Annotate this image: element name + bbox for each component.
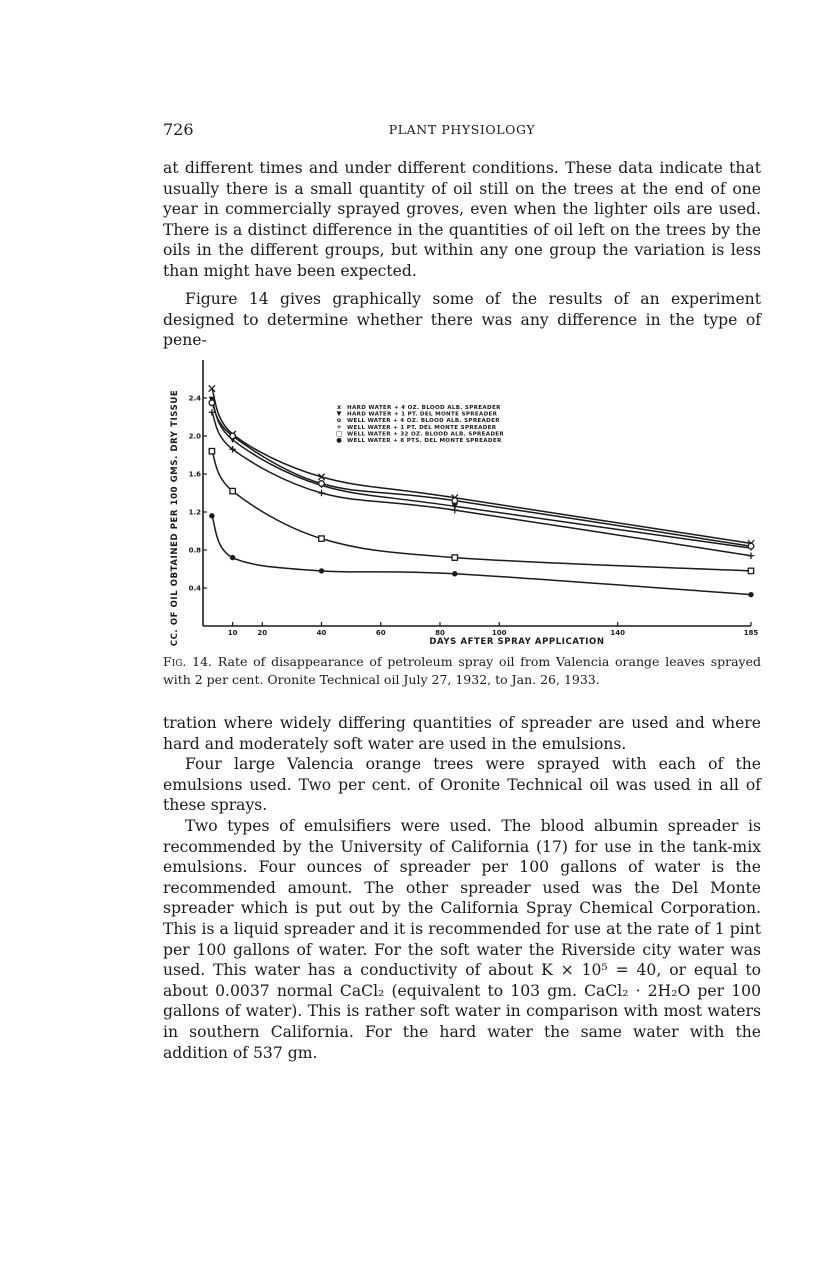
- x-tick-label: 40: [316, 629, 327, 637]
- y-tick-label: 1.2: [188, 508, 201, 517]
- y-tick-label: 2.4: [188, 394, 201, 403]
- paragraph-4: Four large Valencia orange trees were sprayed with each of the emulsions used. Two per cent. of Oronite Technical oil was used in all of these sprays.: [163, 755, 761, 815]
- data-point-open-circle: [452, 498, 458, 504]
- x-tick-label: 10: [227, 629, 238, 637]
- data-point-filled-circle: [209, 513, 214, 518]
- data-point-filled-circle: [230, 555, 235, 560]
- data-point-open-circle: [230, 433, 236, 439]
- page-number: 726: [163, 120, 194, 139]
- y-tick-label: 0.8: [188, 546, 201, 555]
- legend-label: HARD WATER + 4 OZ. BLOOD ALB. SPREADER: [347, 405, 501, 411]
- page-header: [163, 120, 761, 140]
- legend-entry-1: [337, 403, 501, 411]
- legend-symbol: □: [335, 429, 343, 438]
- legend-entry-2: [337, 410, 498, 418]
- paragraph-1: at different times and under different conditions. These data indicate that usually there is a small quantity of oil still on the trees at the end of one year in commercially sprayed groves, even when the lighter oils are used. There is a distinct difference in the quantities of oil left on the trees by the oils in the different groups, but within any one group the variation is less than might have been expected.: [163, 159, 761, 280]
- data-point-open-circle: [748, 543, 754, 549]
- legend-label: WELL WATER + 4 OZ. BLOOD ALB. SPREADER: [347, 418, 500, 425]
- data-point-open-square: [209, 449, 214, 454]
- legend-symbol: ●: [336, 436, 342, 444]
- line-chart: [163, 350, 763, 650]
- x-tick-label: 80: [435, 629, 445, 637]
- data-point-plus: [452, 507, 458, 513]
- series-line: [212, 451, 751, 571]
- data-point-open-square: [748, 568, 753, 573]
- data-point-plus: [318, 490, 324, 496]
- legend-entry-6: [336, 436, 502, 444]
- data-point-open-square: [319, 536, 324, 541]
- x-tick-label: 100: [491, 629, 507, 637]
- data-point-filled-circle: [319, 568, 324, 573]
- data-point-open-circle: [319, 481, 325, 487]
- paragraph-5: Two types of emulsifiers were used. The blood albumin spreader is recommended by the University of California (17) for use in the tank-mix emulsions. Four ounces of spreader per 100 gallons of water is the recommended amount. The other spreader used was the Del Monte spreader which is put out by the California Spray Chemical Corporation. This is a liquid spreader and it is recommended for use at the rate of 1 pint per 100 gallons of water. For the soft water the Riverside city water was used. This water has a conductivity of about K × 10⁵ = 40, or equal to about 0.0037 normal CaCl₂ (equivalent to 103 gm. CaCl₂ · 2H₂O per 100 gallons of water). This is rather soft water in comparison with most waters in southern California. For the hard water the same water with the addition of 537 gm.: [163, 817, 761, 1062]
- legend-label: WELL WATER + 8 PTS. DEL MONTE SPREADER: [347, 438, 502, 444]
- legend-label: HARD WATER + 1 PT. DEL MONTE SPREADER: [347, 411, 498, 418]
- chart-legend: [336, 403, 504, 444]
- legend-symbol: x: [336, 403, 342, 411]
- data-point-open-circle: [209, 400, 215, 406]
- figure-caption: [163, 653, 761, 689]
- y-tick-label: 1.6: [188, 470, 201, 479]
- x-tick-label: 60: [375, 629, 386, 637]
- series-6: [209, 513, 754, 597]
- y-axis-label: CC. OF OIL OBTAINED PER 100 GMS. DRY TISSUE: [170, 389, 180, 647]
- data-point-open-square: [452, 555, 457, 560]
- x-tick-label: 185: [743, 629, 759, 637]
- x-axis-label: DAYS AFTER SPRAY APPLICATION: [429, 637, 605, 647]
- legend-entry-3: [337, 416, 500, 424]
- data-point-plus: [748, 553, 754, 559]
- data-point-open-square: [230, 488, 235, 493]
- legend-entry-4: [336, 423, 496, 431]
- running-head: PLANT PHYSIOLOGY: [388, 122, 536, 137]
- y-tick-label: 2.0: [188, 432, 201, 441]
- figure-14: [163, 350, 763, 650]
- x-tick-label: 20: [257, 629, 268, 637]
- legend-entry-5: [336, 429, 504, 437]
- data-point-filled-circle: [452, 571, 457, 576]
- caption-text: Rate of disappearance of petroleum spray oil from Valencia orange leaves sprayed with 2 per cent. Oronite Technical oil July 27, 1932, to Jan. 26, 1933.: [163, 654, 761, 687]
- paragraph-3: tration where widely differing quantities of spreader are used and where hard and moderately soft water are used in the emulsions.: [163, 714, 761, 753]
- paragraph-2: Figure 14 gives graphically some of the results of an experiment designed to determine whether there was any difference in the type of pene-: [163, 290, 761, 350]
- data-point-filled-circle: [748, 592, 753, 597]
- chart-axes: [203, 360, 751, 626]
- legend-label: WELL WATER + 1 PT. DEL MONTE SPREADER: [347, 424, 497, 431]
- y-tick-label: 0.4: [188, 584, 201, 593]
- figure-label: Fig. 14.: [163, 654, 213, 669]
- legend-symbol: ▼: [336, 409, 342, 418]
- legend-label: WELL WATER + 32 OZ. BLOOD ALB. SPREADER: [347, 431, 505, 438]
- legend-symbol: o: [336, 416, 342, 425]
- series-5: [209, 449, 754, 574]
- legend-symbol: +: [336, 422, 342, 431]
- x-tick-label: 140: [610, 629, 626, 637]
